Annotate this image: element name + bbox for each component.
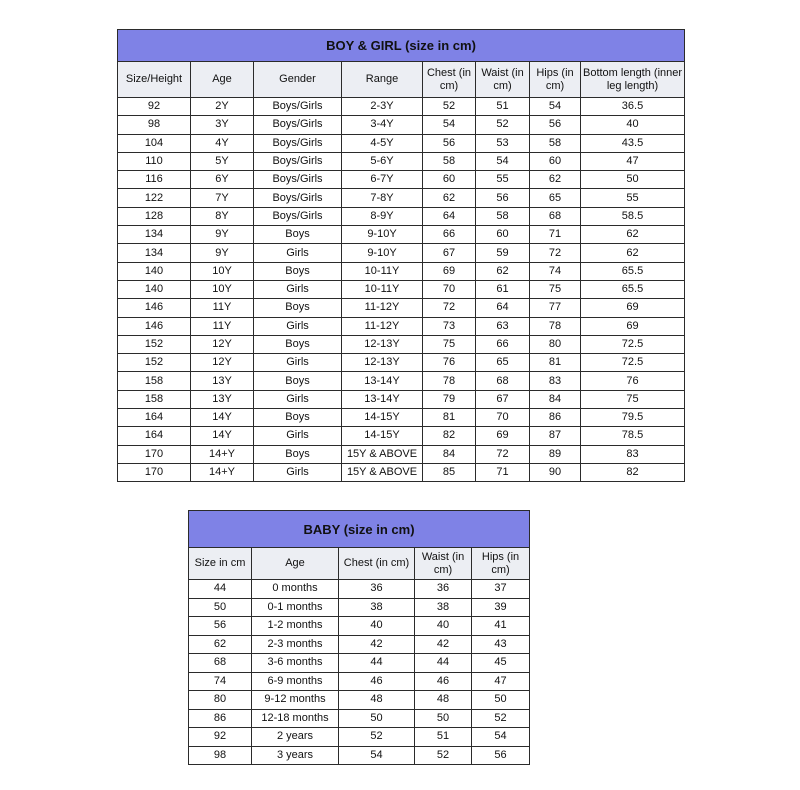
boy-girl-table-cell: 81 — [423, 409, 476, 427]
baby-table-cell: 52 — [339, 728, 415, 747]
boy-girl-table-cell: 65.5 — [581, 280, 685, 298]
boy-girl-table-cell: 98 — [118, 116, 191, 134]
baby-table-cell: 9-12 months — [252, 691, 339, 710]
baby-table-cell: 3-6 months — [252, 654, 339, 673]
baby-table-cell: 42 — [339, 635, 415, 654]
boy-girl-column-header: Waist (in cm) — [476, 62, 530, 98]
boy-girl-table-cell: Boys — [254, 445, 342, 463]
boy-girl-table-row — [118, 171, 685, 189]
boy-girl-table-cell: 164 — [118, 427, 191, 445]
boy-girl-table-cell: 11Y — [191, 317, 254, 335]
boy-girl-table-cell: 52 — [423, 98, 476, 116]
baby-table-cell: 54 — [472, 728, 530, 747]
baby-table-row — [189, 672, 530, 691]
baby-table-cell: 50 — [415, 709, 472, 728]
baby-table-cell: 80 — [189, 691, 252, 710]
boy-girl-table-cell: 79 — [423, 390, 476, 408]
baby-table-cell: 45 — [472, 654, 530, 673]
boy-girl-table-cell: 66 — [476, 335, 530, 353]
boy-girl-table-cell: 164 — [118, 409, 191, 427]
boy-girl-table-row — [118, 372, 685, 390]
boy-girl-size-table — [117, 29, 685, 482]
boy-girl-table-cell: 134 — [118, 226, 191, 244]
boy-girl-table-cell: 81 — [530, 354, 581, 372]
boy-girl-table-cell: 128 — [118, 207, 191, 225]
boy-girl-table-row — [118, 280, 685, 298]
boy-girl-table-cell: 65 — [530, 189, 581, 207]
boy-girl-table-cell: 85 — [423, 463, 476, 481]
baby-table-cell: 50 — [339, 709, 415, 728]
baby-table-cell: 48 — [415, 691, 472, 710]
boy-girl-table-cell: 73 — [423, 317, 476, 335]
boy-girl-table-cell: 54 — [476, 152, 530, 170]
baby-table-cell: 41 — [472, 617, 530, 636]
baby-size-table — [188, 510, 530, 765]
boy-girl-table-cell: 7Y — [191, 189, 254, 207]
boy-girl-table-cell: 140 — [118, 280, 191, 298]
baby-table-cell: 44 — [415, 654, 472, 673]
baby-table-row — [189, 709, 530, 728]
baby-column-header: Hips (in cm) — [472, 548, 530, 580]
boy-girl-table-row — [118, 390, 685, 408]
boy-girl-table-cell: 50 — [581, 171, 685, 189]
boy-girl-table-cell: 87 — [530, 427, 581, 445]
boy-girl-table-cell: 116 — [118, 171, 191, 189]
baby-table-cell: 46 — [415, 672, 472, 691]
boy-girl-table-cell: 72.5 — [581, 335, 685, 353]
boy-girl-table-cell: Boys — [254, 226, 342, 244]
boy-girl-table-cell: Boys — [254, 335, 342, 353]
baby-table-cell: 47 — [472, 672, 530, 691]
boy-girl-table-cell: 68 — [530, 207, 581, 225]
boy-girl-table-cell: 66 — [423, 226, 476, 244]
baby-table-cell: 12-18 months — [252, 709, 339, 728]
boy-girl-table-row — [118, 116, 685, 134]
baby-table-cell: 39 — [472, 598, 530, 617]
boy-girl-column-header: Bottom length (inner leg length) — [581, 62, 685, 98]
boy-girl-table-row — [118, 317, 685, 335]
boy-girl-table-cell: 71 — [530, 226, 581, 244]
boy-girl-table-cell: Boys — [254, 262, 342, 280]
baby-table-cell: 48 — [339, 691, 415, 710]
boy-girl-table-cell: Boys/Girls — [254, 98, 342, 116]
boy-girl-table-cell: 146 — [118, 317, 191, 335]
boy-girl-table-cell: 47 — [581, 152, 685, 170]
boy-girl-table-cell: 72 — [530, 244, 581, 262]
boy-girl-table-cell: 5-6Y — [342, 152, 423, 170]
boy-girl-table-cell: 110 — [118, 152, 191, 170]
boy-girl-table-cell: Boys/Girls — [254, 134, 342, 152]
boy-girl-table-cell: 58.5 — [581, 207, 685, 225]
boy-girl-table-cell: 53 — [476, 134, 530, 152]
baby-table-cell: 40 — [339, 617, 415, 636]
boy-girl-table-cell: 9Y — [191, 244, 254, 262]
boy-girl-table-cell: 40 — [581, 116, 685, 134]
baby-table-cell: 44 — [339, 654, 415, 673]
boy-girl-table-cell: 78 — [530, 317, 581, 335]
boy-girl-table-cell: 78.5 — [581, 427, 685, 445]
boy-girl-table-cell: 72 — [423, 299, 476, 317]
boy-girl-table-cell: 75 — [581, 390, 685, 408]
boy-girl-table-cell: 69 — [423, 262, 476, 280]
boy-girl-table-row — [118, 262, 685, 280]
boy-girl-table-cell: 4-5Y — [342, 134, 423, 152]
baby-table-row — [189, 635, 530, 654]
baby-column-header: Chest (in cm) — [339, 548, 415, 580]
boy-girl-table-cell: 122 — [118, 189, 191, 207]
boy-girl-table-cell: 12-13Y — [342, 335, 423, 353]
boy-girl-table-cell: 86 — [530, 409, 581, 427]
boy-girl-table-cell: Girls — [254, 390, 342, 408]
boy-girl-table-cell: 62 — [530, 171, 581, 189]
boy-girl-table-cell: 158 — [118, 372, 191, 390]
baby-table-row — [189, 617, 530, 636]
baby-table-cell: 51 — [415, 728, 472, 747]
boy-girl-table-cell: 90 — [530, 463, 581, 481]
boy-girl-table-row — [118, 98, 685, 116]
boy-girl-table-cell: 54 — [530, 98, 581, 116]
boy-girl-table-cell: 5Y — [191, 152, 254, 170]
boy-girl-table-cell: 79.5 — [581, 409, 685, 427]
boy-girl-table-cell: 62 — [423, 189, 476, 207]
boy-girl-table-cell: 146 — [118, 299, 191, 317]
boy-girl-table-cell: 69 — [581, 317, 685, 335]
boy-girl-table-cell: 7-8Y — [342, 189, 423, 207]
baby-table-row — [189, 746, 530, 765]
boy-girl-table-cell: 6Y — [191, 171, 254, 189]
boy-girl-table-cell: 89 — [530, 445, 581, 463]
boy-girl-column-header: Chest (in cm) — [423, 62, 476, 98]
baby-table-cell: 2 years — [252, 728, 339, 747]
boy-girl-table-cell: 84 — [423, 445, 476, 463]
boy-girl-table-cell: 134 — [118, 244, 191, 262]
baby-table-cell: 86 — [189, 709, 252, 728]
boy-girl-table-row — [118, 445, 685, 463]
boy-girl-table-cell: 10-11Y — [342, 280, 423, 298]
boy-girl-table-cell: 68 — [476, 372, 530, 390]
baby-table-row — [189, 728, 530, 747]
boy-girl-table-body — [118, 98, 685, 482]
boy-girl-table-cell: 11-12Y — [342, 317, 423, 335]
baby-table-cell: 38 — [415, 598, 472, 617]
boy-girl-table-cell: Girls — [254, 463, 342, 481]
boy-girl-column-header: Gender — [254, 62, 342, 98]
boy-girl-table-cell: 92 — [118, 98, 191, 116]
baby-table-cell: 37 — [472, 580, 530, 599]
boy-girl-table-cell: 64 — [423, 207, 476, 225]
boy-girl-table-cell: 83 — [581, 445, 685, 463]
boy-girl-table-cell: 64 — [476, 299, 530, 317]
boy-girl-table-cell: 60 — [423, 171, 476, 189]
baby-table-row — [189, 580, 530, 599]
boy-girl-table-cell: 36.5 — [581, 98, 685, 116]
boy-girl-table-cell: 12-13Y — [342, 354, 423, 372]
boy-girl-table-cell: 12Y — [191, 335, 254, 353]
boy-girl-table-cell: 152 — [118, 354, 191, 372]
boy-girl-table-cell: 69 — [476, 427, 530, 445]
baby-table-cell: 62 — [189, 635, 252, 654]
boy-girl-table-cell: 58 — [423, 152, 476, 170]
boy-girl-table-cell: 9-10Y — [342, 226, 423, 244]
boy-girl-table-cell: 152 — [118, 335, 191, 353]
boy-girl-table-row — [118, 207, 685, 225]
boy-girl-table-cell: 158 — [118, 390, 191, 408]
baby-column-header: Age — [252, 548, 339, 580]
boy-girl-table-cell: 15Y & ABOVE — [342, 445, 423, 463]
boy-girl-table-cell: 72.5 — [581, 354, 685, 372]
boy-girl-table-cell: 55 — [476, 171, 530, 189]
boy-girl-table-cell: 12Y — [191, 354, 254, 372]
baby-table-cell: 92 — [189, 728, 252, 747]
boy-girl-table-row — [118, 226, 685, 244]
baby-table-title: BABY (size in cm) — [189, 511, 530, 548]
boy-girl-table-cell: 71 — [476, 463, 530, 481]
boy-girl-table-cell: Girls — [254, 317, 342, 335]
boy-girl-table-cell: 74 — [530, 262, 581, 280]
boy-girl-table-cell: 10-11Y — [342, 262, 423, 280]
boy-girl-table-row — [118, 134, 685, 152]
baby-table-cell: 0 months — [252, 580, 339, 599]
baby-table-cell: 3 years — [252, 746, 339, 765]
boy-girl-column-header: Hips (in cm) — [530, 62, 581, 98]
boy-girl-table-cell: Girls — [254, 427, 342, 445]
boy-girl-table-cell: 58 — [476, 207, 530, 225]
boy-girl-table-cell: 10Y — [191, 280, 254, 298]
boy-girl-table-cell: Boys/Girls — [254, 189, 342, 207]
boy-girl-table-row — [118, 299, 685, 317]
boy-girl-table-cell: 60 — [530, 152, 581, 170]
boy-girl-table-cell: 13Y — [191, 390, 254, 408]
boy-girl-table-cell: 70 — [476, 409, 530, 427]
boy-girl-table-cell: Boys/Girls — [254, 207, 342, 225]
baby-header-row — [189, 548, 530, 580]
boy-girl-table-cell: 58 — [530, 134, 581, 152]
boy-girl-table-cell: 72 — [476, 445, 530, 463]
boy-girl-table-cell: 77 — [530, 299, 581, 317]
boy-girl-table-cell: 14+Y — [191, 445, 254, 463]
boy-girl-table-cell: 13-14Y — [342, 390, 423, 408]
boy-girl-table-cell: 56 — [476, 189, 530, 207]
baby-table-body — [189, 580, 530, 765]
baby-table-cell: 50 — [472, 691, 530, 710]
baby-table-cell: 54 — [339, 746, 415, 765]
baby-table-row — [189, 654, 530, 673]
baby-table-cell: 52 — [472, 709, 530, 728]
boy-girl-table-cell: 69 — [581, 299, 685, 317]
boy-girl-table-title: BOY & GIRL (size in cm) — [118, 30, 685, 62]
boy-girl-table-cell: 3-4Y — [342, 116, 423, 134]
boy-girl-table-cell: 76 — [581, 372, 685, 390]
boy-girl-table-row — [118, 354, 685, 372]
boy-girl-table-cell: 59 — [476, 244, 530, 262]
boy-girl-table-cell: Boys/Girls — [254, 116, 342, 134]
boy-girl-table-cell: Boys/Girls — [254, 152, 342, 170]
boy-girl-table-cell: 84 — [530, 390, 581, 408]
boy-girl-table-cell: 140 — [118, 262, 191, 280]
boy-girl-table-cell: 75 — [423, 335, 476, 353]
boy-girl-table-cell: 10Y — [191, 262, 254, 280]
boy-girl-table-cell: 75 — [530, 280, 581, 298]
boy-girl-table-cell: 54 — [423, 116, 476, 134]
boy-girl-table-cell: 76 — [423, 354, 476, 372]
boy-girl-table-cell: Boys/Girls — [254, 171, 342, 189]
baby-table-cell: 2-3 months — [252, 635, 339, 654]
boy-girl-table-cell: 13Y — [191, 372, 254, 390]
baby-table-cell: 52 — [415, 746, 472, 765]
baby-table-cell: 36 — [339, 580, 415, 599]
boy-girl-table-cell: 60 — [476, 226, 530, 244]
boy-girl-table-cell: 11Y — [191, 299, 254, 317]
boy-girl-header-row — [118, 62, 685, 98]
boy-girl-column-header: Size/Height — [118, 62, 191, 98]
boy-girl-table-cell: 55 — [581, 189, 685, 207]
boy-girl-table-cell: 11-12Y — [342, 299, 423, 317]
baby-table-cell: 98 — [189, 746, 252, 765]
boy-girl-table-cell: 78 — [423, 372, 476, 390]
boy-girl-table-cell: 65 — [476, 354, 530, 372]
boy-girl-table-cell: 51 — [476, 98, 530, 116]
boy-girl-table-cell: Girls — [254, 354, 342, 372]
boy-girl-table-cell: 14-15Y — [342, 427, 423, 445]
boy-girl-table-cell: 67 — [423, 244, 476, 262]
boy-girl-table-cell: 65.5 — [581, 262, 685, 280]
boy-girl-table-cell: 43.5 — [581, 134, 685, 152]
boy-girl-table-cell: 83 — [530, 372, 581, 390]
boy-girl-table-row — [118, 335, 685, 353]
baby-table-cell: 0-1 months — [252, 598, 339, 617]
boy-girl-table-cell: 104 — [118, 134, 191, 152]
boy-girl-table-row — [118, 189, 685, 207]
boy-girl-table-cell: 82 — [423, 427, 476, 445]
boy-girl-table-cell: Girls — [254, 280, 342, 298]
boy-girl-table-cell: 82 — [581, 463, 685, 481]
boy-girl-table-row — [118, 427, 685, 445]
boy-girl-table-cell: 14Y — [191, 409, 254, 427]
baby-table-row — [189, 598, 530, 617]
boy-girl-table-cell: 9Y — [191, 226, 254, 244]
boy-girl-table-cell: 67 — [476, 390, 530, 408]
baby-table-cell: 68 — [189, 654, 252, 673]
baby-table-cell: 44 — [189, 580, 252, 599]
boy-girl-table-cell: 56 — [530, 116, 581, 134]
boy-girl-table-cell: Girls — [254, 244, 342, 262]
boy-girl-table-cell: 80 — [530, 335, 581, 353]
boy-girl-table-cell: Boys — [254, 409, 342, 427]
boy-girl-table-cell: Boys — [254, 299, 342, 317]
baby-table-cell: 42 — [415, 635, 472, 654]
boy-girl-table-cell: 52 — [476, 116, 530, 134]
baby-table-cell: 6-9 months — [252, 672, 339, 691]
baby-table-cell: 40 — [415, 617, 472, 636]
baby-table-cell: 43 — [472, 635, 530, 654]
boy-girl-table-cell: 6-7Y — [342, 171, 423, 189]
baby-table-cell: 56 — [189, 617, 252, 636]
boy-girl-column-header: Age — [191, 62, 254, 98]
boy-girl-table-cell: 3Y — [191, 116, 254, 134]
boy-girl-table-row — [118, 152, 685, 170]
boy-girl-table-cell: 62 — [581, 244, 685, 262]
boy-girl-table-cell: 62 — [581, 226, 685, 244]
baby-column-header: Size in cm — [189, 548, 252, 580]
boy-girl-table-cell: 2Y — [191, 98, 254, 116]
boy-girl-table-cell: Boys — [254, 372, 342, 390]
baby-table-cell: 38 — [339, 598, 415, 617]
baby-table-row — [189, 691, 530, 710]
boy-girl-table-row — [118, 244, 685, 262]
boy-girl-table-cell: 63 — [476, 317, 530, 335]
boy-girl-table-cell: 170 — [118, 463, 191, 481]
baby-table-cell: 56 — [472, 746, 530, 765]
boy-girl-table-cell: 14Y — [191, 427, 254, 445]
boy-girl-table-cell: 13-14Y — [342, 372, 423, 390]
baby-table-cell: 46 — [339, 672, 415, 691]
boy-girl-table-cell: 14-15Y — [342, 409, 423, 427]
boy-girl-column-header: Range — [342, 62, 423, 98]
baby-table-cell: 50 — [189, 598, 252, 617]
boy-girl-table-cell: 14+Y — [191, 463, 254, 481]
boy-girl-table-cell: 170 — [118, 445, 191, 463]
boy-girl-table-cell: 8-9Y — [342, 207, 423, 225]
boy-girl-table-cell: 62 — [476, 262, 530, 280]
boy-girl-table-cell: 15Y & ABOVE — [342, 463, 423, 481]
boy-girl-table-cell: 9-10Y — [342, 244, 423, 262]
boy-girl-table-cell: 8Y — [191, 207, 254, 225]
boy-girl-table-row — [118, 409, 685, 427]
boy-girl-table-cell: 2-3Y — [342, 98, 423, 116]
baby-table-cell: 74 — [189, 672, 252, 691]
boy-girl-table-cell: 61 — [476, 280, 530, 298]
baby-table-cell: 36 — [415, 580, 472, 599]
boy-girl-table-cell: 4Y — [191, 134, 254, 152]
baby-table-cell: 1-2 months — [252, 617, 339, 636]
boy-girl-table-cell: 56 — [423, 134, 476, 152]
boy-girl-table-row — [118, 463, 685, 481]
baby-column-header: Waist (in cm) — [415, 548, 472, 580]
boy-girl-table-cell: 70 — [423, 280, 476, 298]
